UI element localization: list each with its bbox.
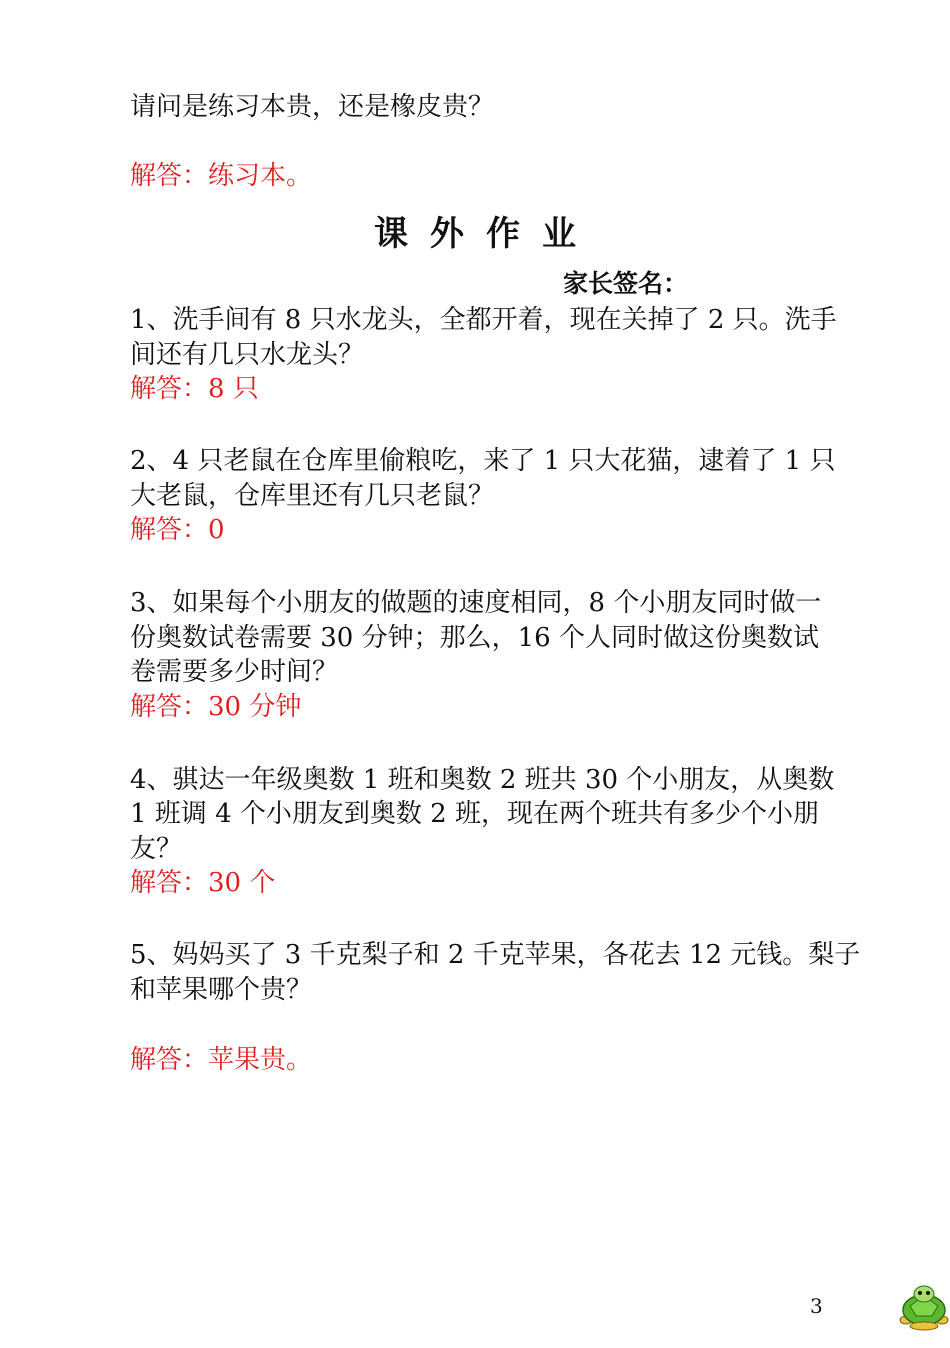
problem-1-line-1: 1、洗手间有 8 只水龙头，全都开着，现在关掉了 2 只。洗手: [130, 305, 837, 335]
problem-2-line-2: 大老鼠，仓库里还有几只老鼠？: [130, 481, 495, 511]
problem-5-line-2: 和苹果哪个贵？: [130, 975, 313, 1005]
problem-4-answer: 解答：30 个: [130, 868, 276, 898]
problem-2-answer: 解答：0: [130, 515, 225, 545]
problem-3-line-1: 3、如果每个小朋友的做题的速度相同，8 个小朋友同时做一: [130, 588, 822, 618]
intro-question: 请问是练习本贵，还是橡皮贵？: [130, 92, 495, 122]
problem-3-line-3: 卷需要多少时间？: [130, 657, 339, 687]
intro-answer: 解答：练习本。: [130, 161, 313, 191]
parent-signature-label: 家长签名：: [563, 269, 689, 298]
problem-4-line-3: 友？: [130, 834, 183, 864]
problem-1-line-2: 间还有几只水龙头？: [130, 340, 365, 370]
problem-4-line-2: 1 班调 4 个小朋友到奥数 2 班，现在两个班共有多少个小朋: [130, 799, 819, 829]
problem-2-line-1: 2、4 只老鼠在仓库里偷粮吃，来了 1 只大花猫，逮着了 1 只: [130, 446, 836, 476]
turtle-icon: [898, 1282, 950, 1332]
problem-3-line-2: 份奥数试卷需要 30 分钟；那么，16 个人同时做这份奥数试: [130, 623, 819, 653]
problem-3-answer: 解答：30 分钟: [130, 692, 302, 722]
problem-5-answer: 解答：苹果贵。: [130, 1045, 313, 1075]
page-title: 课外作业: [374, 214, 598, 254]
problem-4-line-1: 4、骐达一年级奥数 1 班和奥数 2 班共 30 个小朋友，从奥数: [130, 765, 835, 795]
page-number: 3: [810, 1294, 823, 1318]
problem-1-answer: 解答：8 只: [130, 374, 259, 404]
problem-5-line-1: 5、妈妈买了 3 千克梨子和 2 千克苹果，各花去 12 元钱。梨子: [130, 940, 861, 970]
